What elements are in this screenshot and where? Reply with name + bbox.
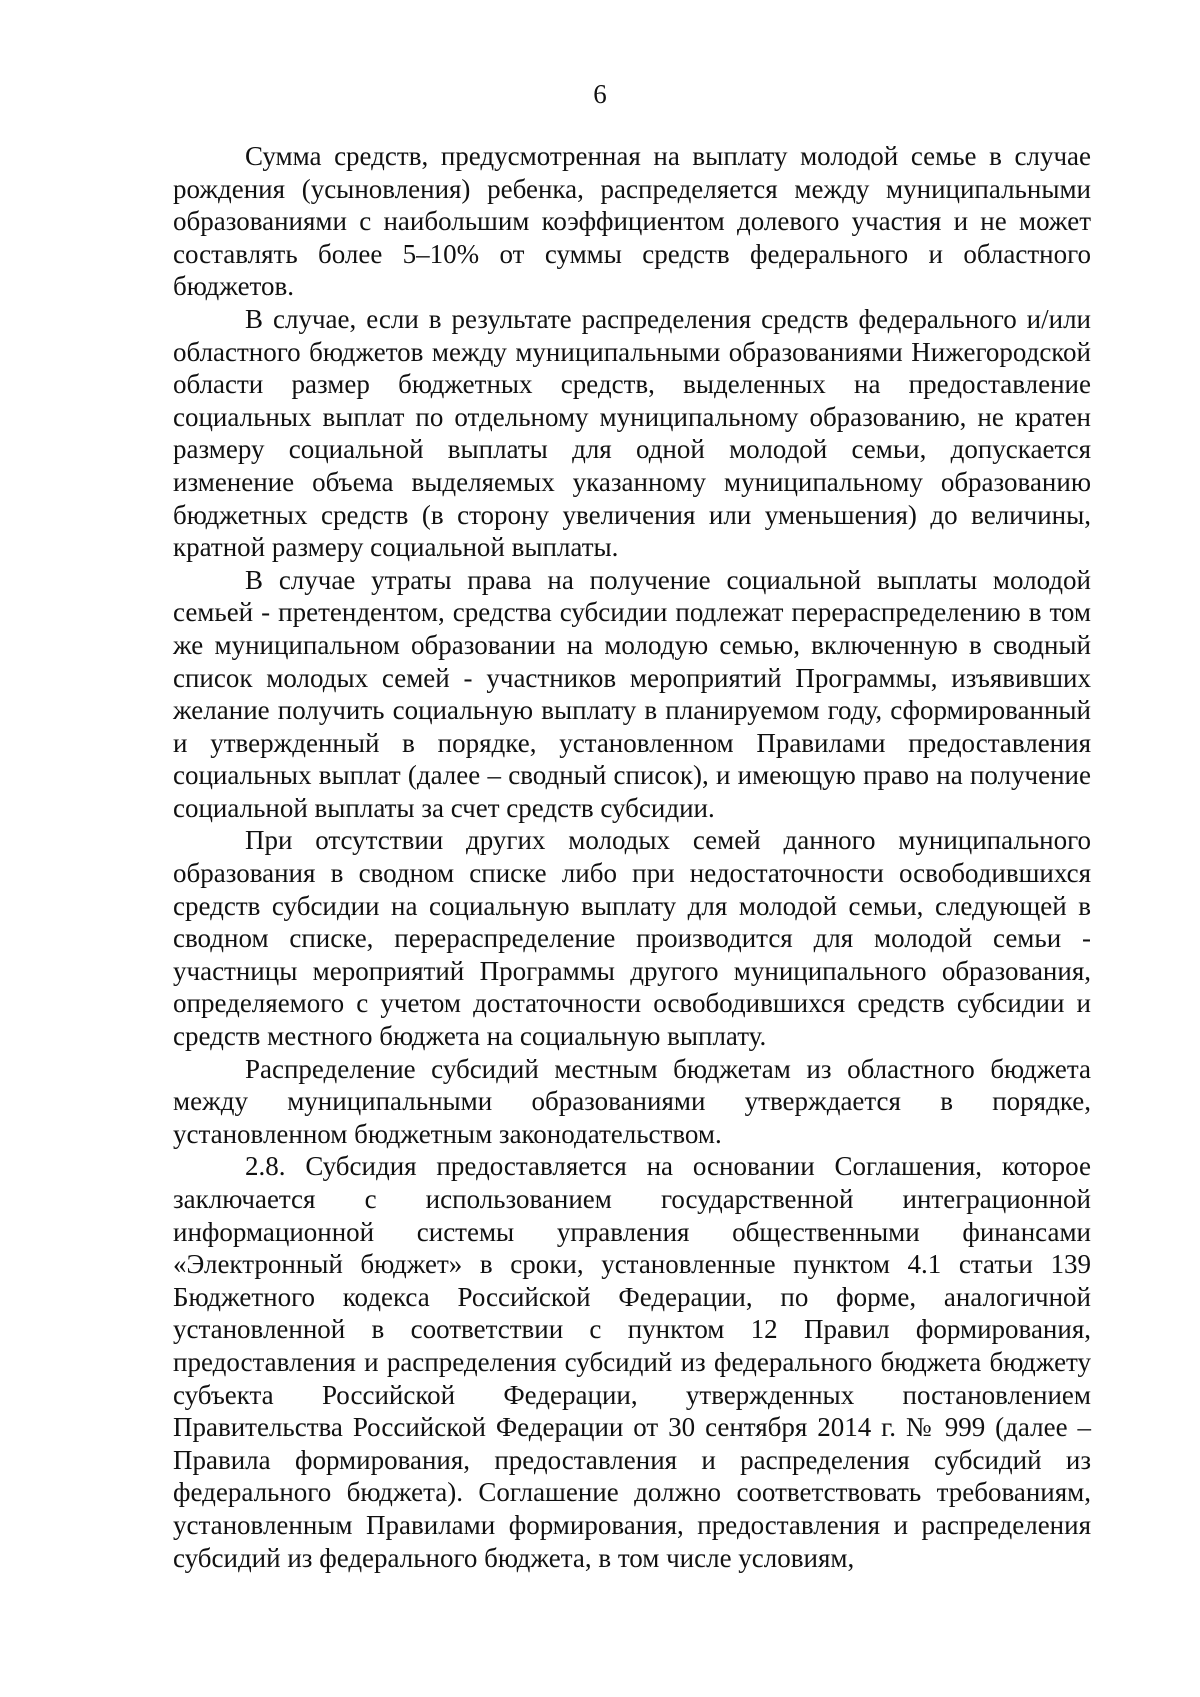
paragraph-2: В случае, если в результате распределения средств федерального и/или областного бюджетов между муниципальными образованиями Нижегородской области размер бюджетных средств, выделенных на предоставление социальных выплат по отдельному муниципальному образованию, не кратен размеру социальной выплаты для одной молодой семьи, допускается изменение объема выделяемых указанному муниципальному образованию бюджетных средств (в сторону увеличения или уменьшения) до величины, кратной размеру социальной выплаты. bbox=[173, 303, 1091, 563]
paragraph-5: Распределение субсидий местным бюджетам из областного бюджета между муниципальными образованиями утверждается в порядке, установленном бюджетным законодательством. bbox=[173, 1053, 1091, 1149]
paragraph-6: 2.8. Субсидия предоставляется на основании Соглашения, которое заключается с использованием государственной интеграционной информационной системы управления общественными финансами «Электронный бюджет» в сроки, установленные пунктом 4.1 статьи 139 Бюджетного кодекса Российской Федерации, по форме, аналогичной установленной в соответствии с пунктом 12 Правил формирования, предоставления и распределения субсидий из федерального бюджета бюджету субъекта Российской Федерации, утвержденных постановлением Правительства Российской Федерации от 30 сентября 2014 г. № 999 (далее – Правила формирования, предоставления и распределения субсидий из федерального бюджета). Соглашение должно соответствовать требованиям, установленным Правилами формирования, предоставления и распределения субсидий из федерального бюджета, в том числе условиям, bbox=[173, 1151, 1091, 1573]
page-number: 6 bbox=[593, 79, 607, 109]
paragraph-1: Сумма средств, предусмотренная на выплату молодой семье в случае рождения (усыновления) ребенка, распределяется между муниципальными образованиями с наибольшим коэффициентом долевого участия и не может составлять более 5–10% от суммы средств федерального и областного бюджетов. bbox=[173, 141, 1091, 302]
paragraph-4: При отсутствии других молодых семей данного муниципального образования в сводном списке либо при недостаточности освободившихся средств субсидии на социальную выплату для молодой семьи, следующей в сводном списке, перераспределение производится для молодой семьи - участницы мероприятий Программы другого муниципального образования, определяемого с учетом достаточности освободившихся средств субсидии и средств местного бюджета на социальную выплату. bbox=[173, 825, 1091, 1052]
paragraph-3: В случае утраты права на получение социальной выплаты молодой семьей - претендентом, средства субсидии подлежат перераспределению в том же муниципальном образовании на молодую семью, включенную в сводный список молодых семей - участников мероприятий Программы, изъявивших желание получить социальную выплату в планируемом году, сформированный и утвержденный в порядке, установленном Правилами предоставления социальных выплат (далее – сводный список), и имеющую право на получение социальной выплаты за счет средств субсидии. bbox=[173, 564, 1091, 823]
document-body bbox=[173, 140, 1091, 1574]
